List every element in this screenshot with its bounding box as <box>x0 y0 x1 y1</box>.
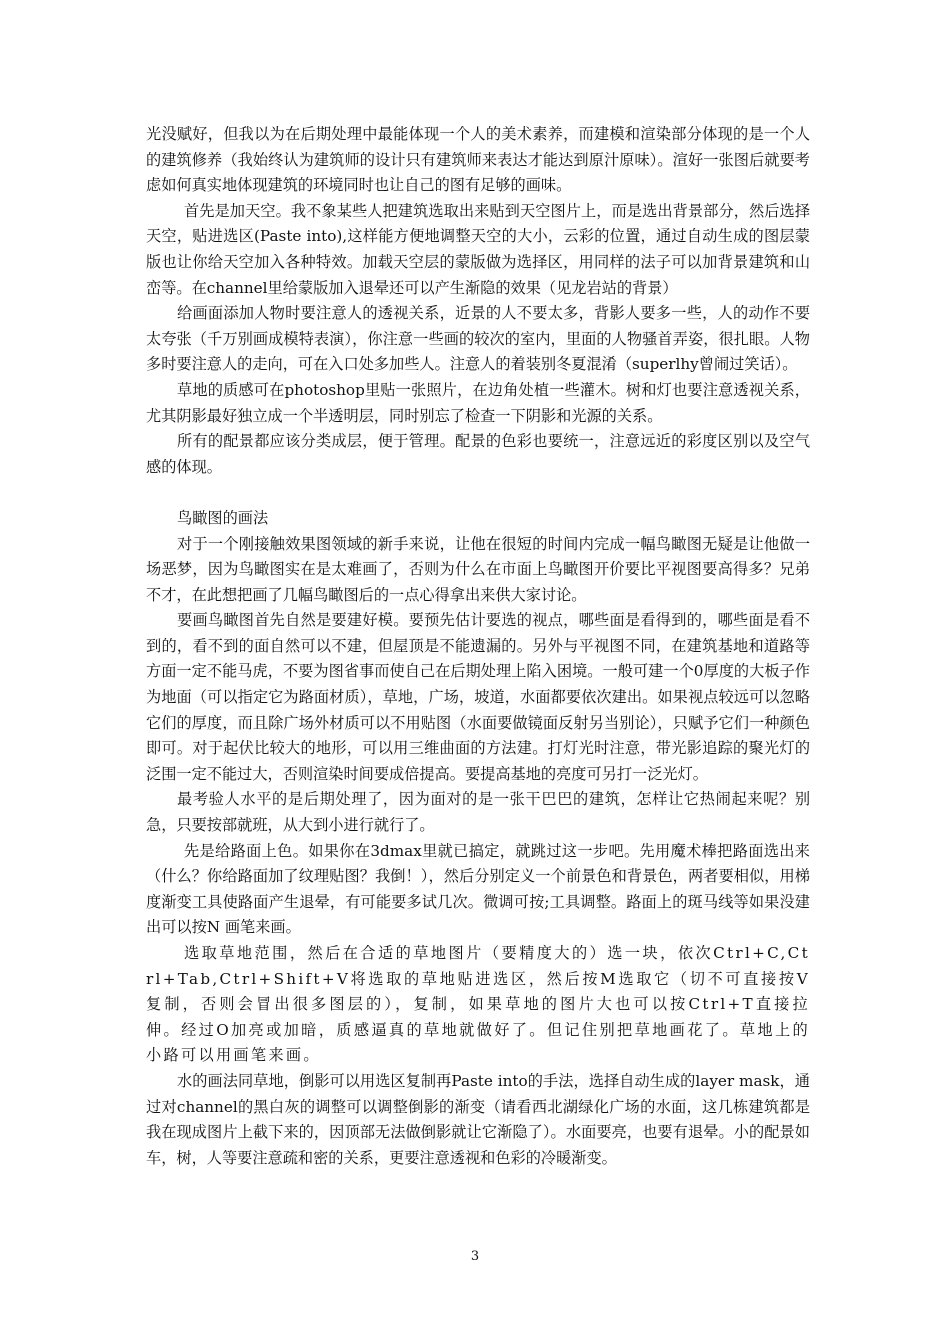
paragraph-modeling: 要画鸟瞰图首先自然是要建好模。要预先估计要选的视点，哪些面是看得到的，哪些面是看不到的，看不到的面自然可以不建，但屋顶是不能遗漏的。另外与平视图不同，在建筑基地和道路等方面一定不能马虎，不要为图省事而使自己在后期处理上陷入困境。一般可建一个0厚度的大板子作为地面（可以指定它为路面材质），草地，广场，坡道，水面都要依次建出。如果视点较远可以忽略它们的厚度，而且除广场外材质可以不用贴图（水面要做镜面反射另当别论），只赋予它们一种颜色即可。对于起伏比较大的地形，可以用三维曲面的方法建。打灯光时注意，带光影追踪的聚光灯的泛围一定不能过大，否则渲染时间要成倍提高。要提高基地的亮度可另打一泛光灯。 <box>146 611 810 783</box>
page-number: 3 <box>470 1249 480 1264</box>
paragraph-grass: 草地的质感可在photoshop里贴一张照片，在边角处植一些灌木。树和灯也要注意透视关系，尤其阴影最好独立成一个半透明层，同时别忘了检查一下阴影和光源的关系。 <box>146 380 810 425</box>
paragraph-intro: 对于一个刚接触效果图领域的新手来说，让他在很短的时间内完成一幅鸟瞰图无疑是让他做一场恶梦，因为鸟瞰图实在是太难画了，否则为什么在市面上鸟瞰图开价要比平视图要高得多？兄弟不才，在此想把画了几幅鸟瞰图后的一点心得拿出来供大家讨论。 <box>146 534 810 604</box>
paragraph-sky: 首先是加天空。我不象某些人把建筑选取出来贴到天空图片上，而是选出背景部分，然后选择天空，贴进选区(Paste into),这样能方便地调整天空的大小，云彩的位置，通过自动生成的图层蒙版也让你给天空加入各种特效。加载天空层的蒙版做为选择区，用同样的法子可以加背景建筑和山峦等。在channel里给蒙版加入退晕还可以产生渐隐的效果（见龙岩站的背景） <box>146 201 810 297</box>
paragraph-water: 水的画法同草地，倒影可以用选区复制再Paste into的手法，选择自动生成的layer mask，通过对channel的黑白灰的调整可以调整倒影的渐变（请看西北湖绿化广场的水面，这几栋建筑都是我在现成图片上截下来的，因顶部无法做倒影就让它渐隐了）。水面要亮，也要有退晕。小的配景如车，树，人等要注意疏和密的关系，更要注意透视和色彩的冷暖渐变。 <box>146 1071 810 1167</box>
paragraph-layers: 所有的配景都应该分类成层，便于管理。配景的色彩也要统一，注意远近的彩度区别以及空气感的体现。 <box>146 432 810 476</box>
page-content <box>146 122 810 1171</box>
blank-line <box>146 480 810 506</box>
paragraph-postprocess: 最考验人水平的是后期处理了，因为面对的是一张干巴巴的建筑，怎样让它热闹起来呢？别急，只要按部就班，从大到小进行就行了。 <box>146 790 810 835</box>
paragraph-continuation: 光没赋好，但我以为在后期处理中最能体现一个人的美术素养，而建模和渲染部分体现的是一个人的建筑修养（我始终认为建筑师的设计只有建筑师来表达才能达到原汁原味）。渲好一张图后就要考虑如何真实地体现建筑的环境同时也让自己的图有足够的画味。 <box>146 125 810 195</box>
paragraph-road: 先是给路面上色。如果你在3dmax里就已搞定，就跳过这一步吧。先用魔术棒把路面选出来（什么？你给路面加了纹理贴图？我倒！），然后分别定义一个前景色和背景色，两者要相似，用梯度渐变工具使路面产生退晕，有可能要多试几次。微调可按;工具调整。路面上的斑马线等如果没建出可以按N 画笔来画。 <box>146 841 810 937</box>
paragraph-lawn: 选取草地范围，然后在合适的草地图片（要精度大的）选一块，依次Ctrl+C,Ctrl+Tab,Ctrl+Shift+V将选取的草地贴进选区，然后按M选取它（切不可直接按V复制，否则会冒出很多图层的），复制，如果草地的图片大也可以按Ctrl+T直接拉伸。经过O加亮或加暗，质感逼真的草地就做好了。但记住别把草地画花了。草地上的小路可以用画笔来画。 <box>146 944 810 1065</box>
paragraph-people: 给画面添加人物时要注意人的透视关系，近景的人不要太多，背影人要多一些，人的动作不要太夸张（千万别画成模特表演），你注意一些画的较次的室内，里面的人物骚首弄姿，很扎眼。人物多时要注意人的走向，可在入口处多加些人。注意人的着装别冬夏混淆（superlhy曾闹过笑话）。 <box>146 304 810 374</box>
section-title: 鸟瞰图的画法 <box>177 508 269 527</box>
